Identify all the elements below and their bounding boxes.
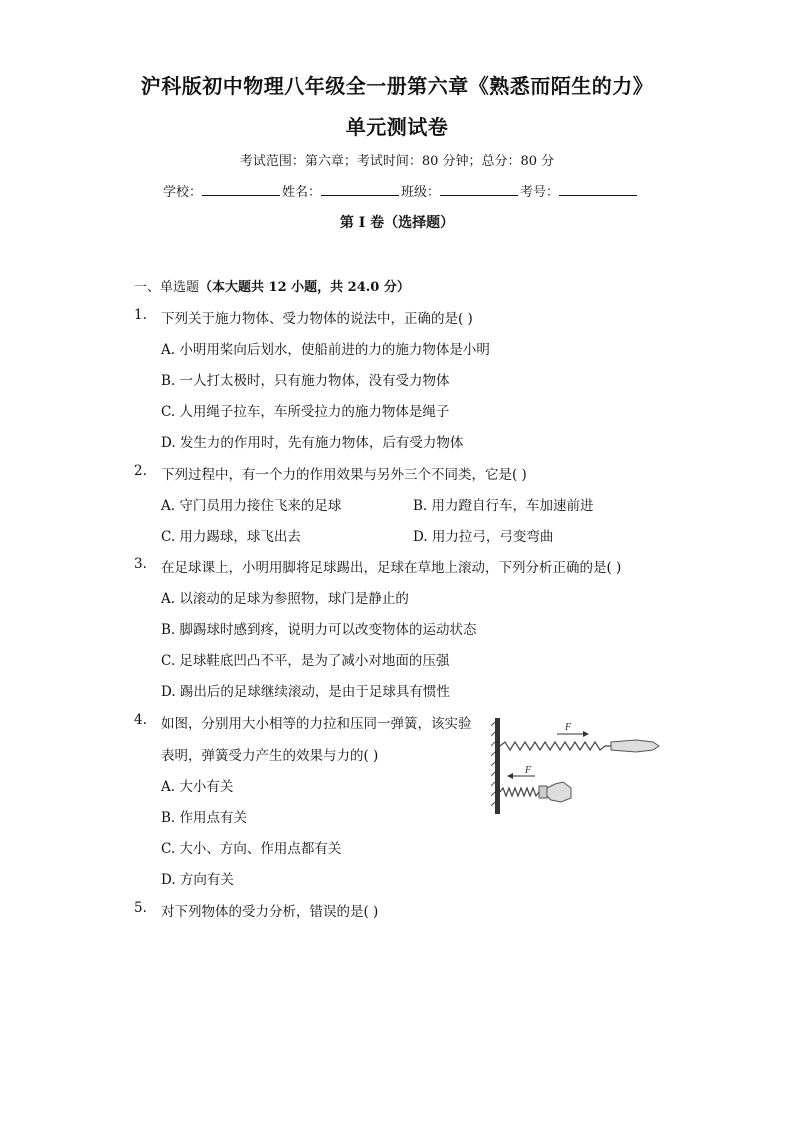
spring-force-figure <box>491 716 663 816</box>
exam-no-blank[interactable] <box>559 181 637 196</box>
q3-option-d[interactable]: D. 踢出后的足球继续滚动，是由于足球具有惯性 <box>161 684 450 700</box>
q4-option-a[interactable]: A. 大小有关 <box>161 779 234 795</box>
force-label-top: F <box>565 722 572 733</box>
class-blank[interactable] <box>440 181 518 196</box>
exam-title-line2: 单元测试卷 <box>345 115 449 139</box>
question-3-text: 在足球课上，小明用脚将足球踢出，足球在草地上滚动，下列分析正确的是( ) <box>161 560 622 576</box>
spring-cap <box>539 786 547 798</box>
question-number: 2. <box>134 463 147 479</box>
section-heading <box>134 276 410 295</box>
q1-option-b[interactable]: B. 一人打太极时，只有施力物体，没有受力物体 <box>161 373 450 389</box>
school-blank[interactable] <box>202 181 280 196</box>
question-2-text: 下列过程中，有一个力的作用效果与另外三个不同类，它是( ) <box>161 467 527 483</box>
question-number: 3. <box>134 556 147 572</box>
compressed-spring <box>500 788 543 796</box>
q3-option-c[interactable]: C. 足球鞋底凹凸不平，是为了减小对地面的压强 <box>161 653 450 669</box>
exam-no-label: 考号： <box>520 185 560 200</box>
section-detail: （本大题共 12 小题，共 24.0 分） <box>199 280 410 295</box>
q1-option-a[interactable]: A. 小明用桨向后划水，使船前进的力的施力物体是小明 <box>161 342 490 358</box>
force-arrowhead-left <box>507 773 513 779</box>
q1-option-c[interactable]: C. 人用绳子拉车，车所受拉力的施力物体是绳子 <box>161 404 450 420</box>
q2-option-b[interactable]: B. 用力蹬自行车，车加速前进 <box>413 498 594 514</box>
wall-hatching <box>491 722 495 806</box>
class-label: 班级： <box>401 185 441 200</box>
student-info-row <box>163 181 639 200</box>
question-4-text-line1: 如图，分别用大小相等的力拉和压同一弹簧，该实验 <box>161 716 472 732</box>
question-5-text: 对下列物体的受力分析，错误的是( ) <box>161 904 379 920</box>
question-number: 5. <box>134 900 147 916</box>
exam-title-line1: 沪科版初中物理八年级全一册第六章《熟悉而陌生的力》 <box>140 74 654 98</box>
q4-option-d[interactable]: D. 方向有关 <box>161 872 234 888</box>
question-4-text-line2: 表明，弹簧受力产生的效果与力的( ) <box>161 748 379 764</box>
force-label-bottom: F <box>525 765 532 776</box>
q1-option-d[interactable]: D. 发生力的作用时，先有施力物体，后有受力物体 <box>161 435 464 451</box>
section-label: 一、单选题 <box>134 280 200 295</box>
wall <box>495 718 500 814</box>
q4-option-b[interactable]: B. 作用点有关 <box>161 810 248 826</box>
stretched-spring <box>500 742 611 750</box>
q3-option-b[interactable]: B. 脚踢球时感到疼，说明力可以改变物体的运动状态 <box>161 622 477 638</box>
q2-option-a[interactable]: A. 守门员用力接住飞来的足球 <box>161 498 342 514</box>
question-1-text: 下列关于施力物体、受力物体的说法中，正确的是( ) <box>161 311 473 327</box>
name-blank[interactable] <box>321 181 399 196</box>
name-label: 姓名： <box>282 185 322 200</box>
pushing-hand <box>547 782 571 802</box>
question-number: 1. <box>134 307 147 323</box>
force-arrowhead-right <box>583 731 589 737</box>
exam-meta: 考试范围：第六章；考试时间：80 分钟；总分：80 分 <box>239 154 555 169</box>
q2-option-c[interactable]: C. 用力踢球，球飞出去 <box>161 529 301 545</box>
q4-option-c[interactable]: C. 大小、方向、作用点都有关 <box>161 841 342 857</box>
school-label: 学校： <box>163 185 203 200</box>
question-number: 4. <box>134 712 147 728</box>
pulling-hand <box>611 740 659 752</box>
volume-heading: 第 I 卷（选择题） <box>339 215 455 231</box>
q2-option-d[interactable]: D. 用力拉弓，弓变弯曲 <box>413 529 554 545</box>
q3-option-a[interactable]: A. 以滚动的足球为参照物，球门是静止的 <box>161 591 409 607</box>
